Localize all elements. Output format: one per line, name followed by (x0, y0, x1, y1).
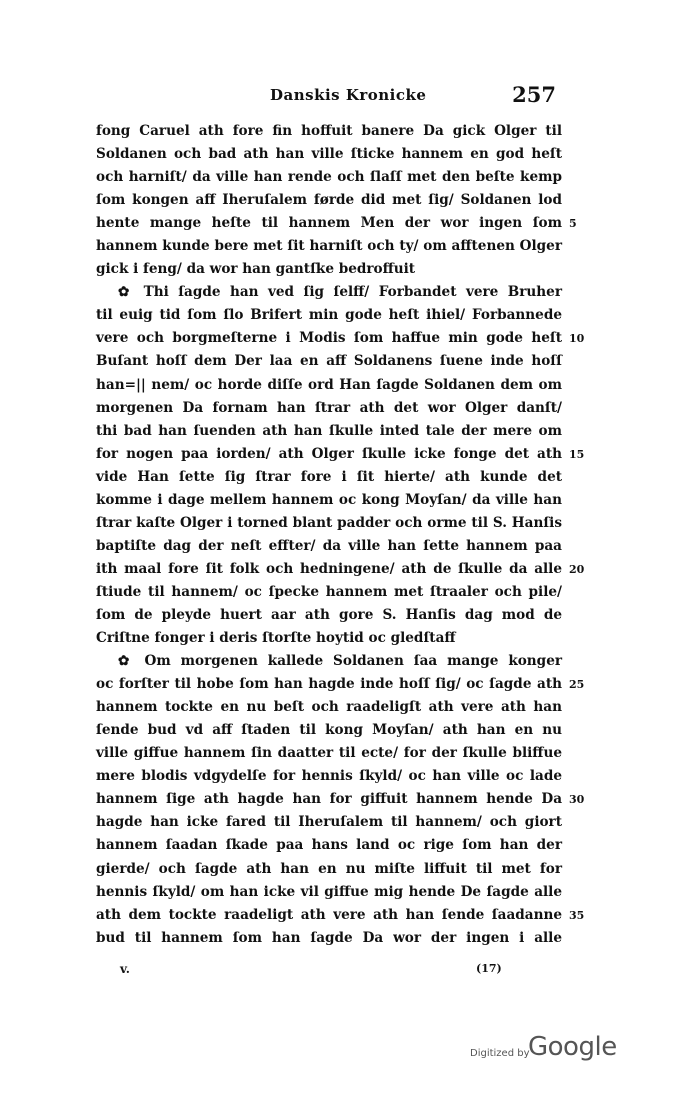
text-line (96, 627, 562, 650)
text-line (96, 420, 562, 443)
body-text (96, 120, 585, 950)
text-line (96, 189, 562, 212)
line-text: ſom kongen aff Iheruſalem førde did met ſig/ Soldanen lod (96, 192, 562, 209)
line-text: ſom de pleyde huert aar ath gore S. Hanſis dag mod de (96, 606, 562, 623)
line-number: 10 (569, 332, 585, 346)
text-line (96, 327, 585, 350)
line-text: mere blodis vdgydelſe for hennis ſkyld/ oc han ville oc lade (96, 768, 562, 785)
line-text: ith maal fore ſit folk och hedningene/ ath de ſkulle da alle (96, 560, 562, 577)
line-number: 35 (569, 908, 585, 922)
line-text: ✿ Om morgenen kallede Soldanen ſaa mange konger (118, 653, 562, 670)
text-line (96, 512, 562, 535)
line-text: gick i feng/ da wor han gantſke bedroffuit (96, 261, 416, 278)
text-line (96, 604, 562, 627)
line-text: hannem ſaadan ſkade paa hans land oc rige ſom han der (96, 837, 562, 854)
text-line (96, 120, 562, 143)
line-text: gierde/ och ſagde ath han en nu miſte liffuit til met for (96, 860, 562, 877)
running-title: Danskis Kronicke (270, 86, 427, 104)
google-logo: Google (528, 1032, 617, 1062)
line-text: ville giffue hannem ſin daatter til ecte/ for der ſkulle bliffue (96, 745, 562, 762)
text-line (96, 834, 562, 857)
text-line (96, 811, 562, 834)
line-text: ath dem tockte raadeligt ath vere ath han ſende ſaadanne (96, 906, 562, 923)
text-line (96, 881, 562, 904)
line-text: ſende bud vd aff ſtaden til kong Moyſan/ ath han en nu (96, 722, 562, 739)
line-text: hagde han icke fared til Iheruſalem til hannem/ och giort (96, 814, 562, 831)
line-number: 30 (569, 793, 585, 807)
line-text: bud til hannem ſom han ſagde Da wor der ingen i alle (96, 929, 562, 946)
signature-mark: v. (120, 962, 130, 976)
text-line (96, 696, 562, 719)
text-line (96, 166, 562, 189)
line-text: ſtrar kaſte Olger i torned blant padder och orme til S. Hanſis (96, 514, 562, 531)
text-line (96, 281, 562, 304)
text-line (96, 397, 562, 420)
line-text: oc forſter til hobe ſom han hagde inde hoſſ ſig/ oc ſagde ath (96, 676, 562, 693)
line-text: hennis ſkyld/ om han icke vil giffue mig hende De ſagde alle (96, 883, 562, 900)
text-line (96, 374, 562, 397)
line-number: 5 (569, 217, 577, 231)
text-line (96, 235, 562, 258)
line-text: hannem kunde bere met ſit harniſt och ty/ om afftenen Olger (96, 238, 562, 255)
line-text: han=|| nem/ oc horde diſſe ord Han ſagde Soldanen dem om (96, 376, 562, 393)
page-number: 257 (512, 82, 556, 107)
text-line (96, 535, 562, 558)
text-line (96, 788, 585, 811)
line-text: hannem tockte en nu beſt och raadeligſt ath vere ath han (96, 699, 562, 716)
text-line (96, 466, 562, 489)
line-text: baptiſte dag der neſt effter/ da ville han ſette hannem paa (96, 537, 562, 554)
text-line (96, 742, 562, 765)
line-number: 25 (569, 678, 585, 692)
text-line (96, 927, 562, 950)
text-line (96, 765, 562, 788)
watermark-prefix: Digitized by (470, 1048, 530, 1059)
text-line (96, 650, 562, 673)
text-line (96, 489, 562, 512)
text-line (96, 350, 562, 373)
text-line (96, 581, 562, 604)
text-line (96, 904, 585, 927)
page-header (96, 84, 556, 110)
text-line (96, 143, 562, 166)
line-number: 15 (569, 447, 585, 461)
text-line (96, 304, 562, 327)
line-text: morgenen Da fornam han ſtrar ath det wor Olger danſt/ (96, 399, 562, 416)
line-text: vere och borgmeſterne i Modis ſom haffue min gode heſt (96, 330, 562, 347)
line-text: hannem ſige ath hagde han for giffuit hannem hende Da (96, 791, 562, 808)
page-footer (120, 962, 560, 982)
line-text: komme i dage mellem hannem oc kong Moyſan/ da ville han (96, 491, 562, 508)
line-text: for nogen paa iorden/ ath Olger ſkulle icke fonge det ath (96, 445, 562, 462)
line-text: Soldanen och bad ath han ville ſticke hannem en god heſt (96, 146, 562, 163)
text-line (96, 258, 562, 281)
text-line (96, 858, 562, 881)
line-text: hente mange heſte til hannem Men der wor ingen ſom (96, 215, 562, 232)
text-line (96, 443, 585, 466)
digitization-watermark (470, 1032, 620, 1072)
text-line (96, 212, 577, 235)
text-line (96, 558, 585, 581)
line-text: Criſtne fonger i deris ſtorſte hoytid oc gledſtaff (96, 630, 456, 647)
sheet-number: (17) (476, 962, 502, 975)
text-line (96, 719, 562, 742)
line-text: Buſant hoſſ dem Der laa en aff Soldanens ſuene inde hoſſ (96, 353, 562, 370)
line-text: vide Han ſette ſig ſtrar fore i ſit hierte/ ath kunde det (96, 468, 562, 485)
line-text: och harniſt/ da ville han rende och ſlaſſ met den beſte kemp (96, 169, 562, 186)
line-text: ſtiude til hannem/ oc ſpecke hannem met ſtraaler och pile/ (96, 583, 562, 600)
line-text: fong Caruel ath fore fin hoffuit banere Da gick Olger til (96, 123, 562, 139)
line-text: ✿ Thi ſagde han ved ſig ſelff/ Forbandet vere Bruher (118, 284, 562, 301)
line-number: 20 (569, 562, 585, 576)
line-text: thi bad han ſuenden ath han ſkulle inted tale der mere om (96, 422, 562, 439)
line-text: til euig tid ſom ſlo Brifert min gode heſt ihiel/ Forbannede (96, 307, 562, 324)
text-line (96, 673, 585, 696)
